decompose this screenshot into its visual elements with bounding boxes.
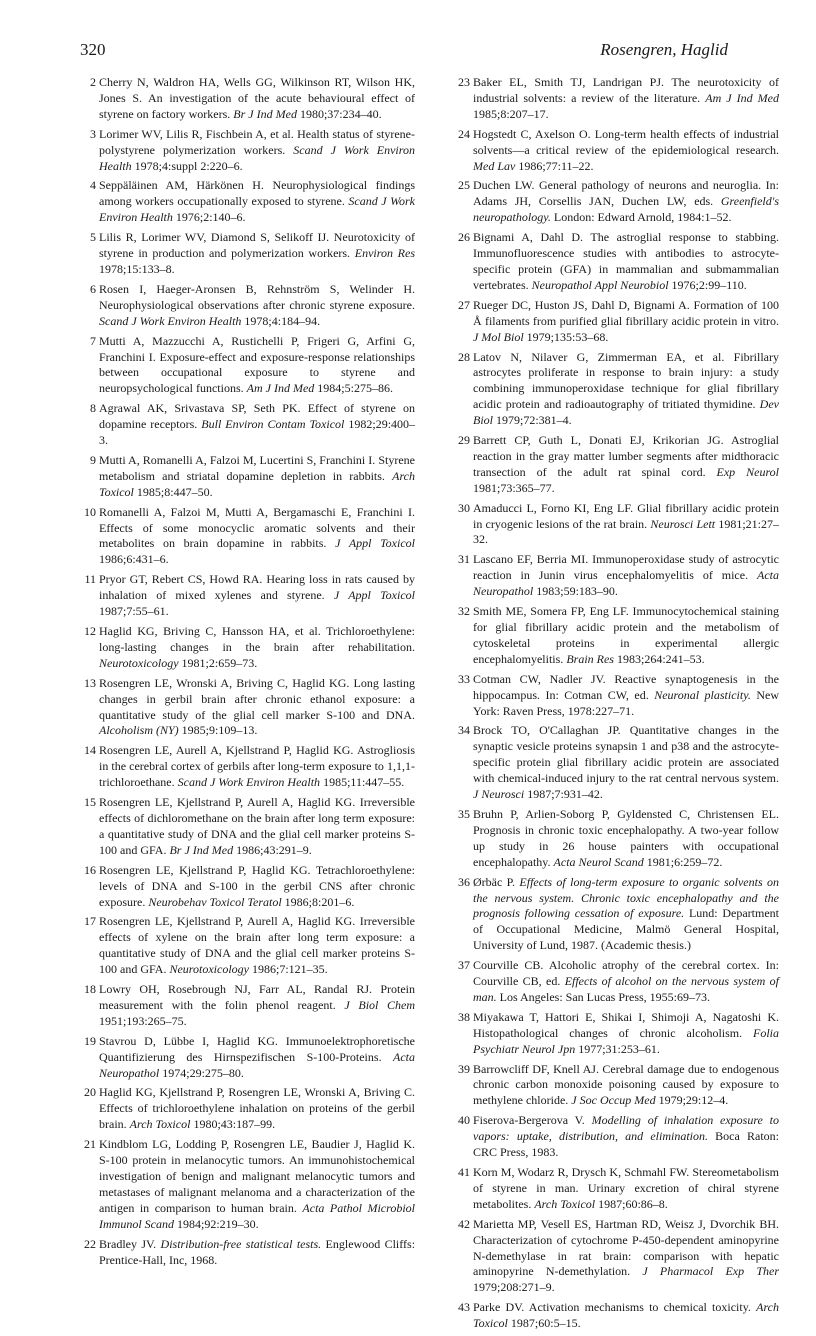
- reference-journal: Greenfield's neuropathology.: [473, 194, 779, 225]
- reference-number: 18: [84, 982, 96, 997]
- reference-journal: Acta Pathol Microbiol Immunol Scand: [99, 1200, 415, 1231]
- reference-details: 1979;72:381–4.: [496, 413, 572, 428]
- reference-details: 1951;193:265–75.: [99, 1013, 187, 1028]
- reference-journal: J Biol Chem: [344, 997, 415, 1012]
- reference-details: 1983;59:183–90.: [536, 584, 618, 599]
- reference-number: 22: [84, 1236, 96, 1251]
- reference-details: 1985;8:207–17.: [473, 106, 549, 121]
- reference-entry: [82, 1137, 415, 1232]
- reference-entry: [456, 350, 779, 430]
- reference-journal: Exp Neurol: [716, 464, 779, 479]
- reference-entry: [82, 863, 415, 911]
- reference-entry: [456, 958, 779, 1006]
- reference-journal: Neurosci Lett: [650, 516, 716, 531]
- reference-journal: J Appl Toxicol: [333, 588, 415, 603]
- reference-number: 21: [84, 1137, 96, 1152]
- reference-details: 1983;264:241–53.: [616, 651, 705, 666]
- reference-text: Miyakawa T, Hattori E, Shikai I, Shimoji A, Nagatoshi K. Histopathological changes of chronic alcoholism.: [473, 1009, 779, 1040]
- reference-number: 27: [458, 297, 470, 312]
- reference-text: Agrawal AK, Srivastava SP, Seth PK. Effect of styrene on dopamine receptors.: [99, 401, 415, 432]
- reference-number: 33: [458, 671, 470, 686]
- reference-entry: [456, 127, 779, 175]
- reference-details: 1976;2:99–110.: [671, 277, 747, 292]
- reference-text: Lilis R, Lorimer WV, Diamond S, Selikoff IJ. Neurotoxicity of styrene in production and polymerization workers.: [99, 230, 415, 261]
- reference-journal: Modelling of inhalation exposure to vapors: uptake, distribution, and elimination.: [473, 1113, 780, 1144]
- reference-entry: [456, 433, 779, 497]
- reference-journal: Scand J Work Environ Health: [177, 775, 321, 790]
- reference-number: 40: [458, 1113, 470, 1128]
- reference-entry: [82, 982, 415, 1030]
- reference-details: Lund: Department of Occupational Medicine, Malmö General Hospital, University of Lund, 1987. (Academic thesis.): [473, 906, 780, 953]
- reference-journal: J Pharmacol Exp Ther: [642, 1264, 779, 1279]
- reference-journal: Scand J Work Environ Health: [99, 194, 416, 225]
- reference-text: Duchen LW. General pathology of neurons and neuroglia. In: Adams JH, Corsellis JAN, Duchen LW, eds.: [473, 178, 779, 209]
- reference-details: 1986;8:201–6.: [284, 894, 355, 909]
- reference-journal: Alcoholism (NY): [99, 723, 179, 738]
- reference-details: London: Edward Arnold, 1984:1–52.: [553, 210, 732, 225]
- reference-journal: Scand J Work Environ Health: [99, 313, 242, 328]
- reference-journal: Effects of long-term exposure to organic solvents on the nervous system. Chronic toxic encephalopathy and the prognosis following cessation of exposure.: [473, 874, 780, 921]
- reference-number: 3: [90, 126, 96, 141]
- reference-text: Rosengren LE, Kjellstrand P, Aurell A, Haglid KG. Irreversible effects of dichloromethane on the brain after long term exposure: a quantitative study of DNA and the glial cell marker proteins S-100 and GFA.: [99, 795, 415, 857]
- reference-entry: [82, 795, 415, 859]
- reference-details: 1985;8:447–50.: [136, 484, 213, 499]
- reference-entry: [456, 1113, 779, 1161]
- reference-journal: J Neurosci: [473, 787, 525, 802]
- reference-journal: J Soc Occup Med: [571, 1093, 656, 1108]
- reference-details: 1987;60:86–8.: [598, 1196, 668, 1211]
- reference-details: 1979;208:271–9.: [473, 1280, 555, 1295]
- reference-entry: [82, 453, 415, 501]
- reference-number: 12: [84, 624, 96, 638]
- reference-details: 1980;37:234–40.: [299, 106, 382, 121]
- reference-number: 2: [90, 75, 96, 89]
- reference-entry: [82, 624, 415, 672]
- reference-text: Baker EL, Smith TJ, Landrigan PJ. The neurotoxicity of industrial solvents: a review of the literature.: [473, 75, 779, 105]
- reference-details: 1981;6:259–72.: [646, 854, 723, 869]
- reference-entry: [456, 230, 779, 294]
- reference-text: Amaducci L, Forno KI, Eng LF. Glial fibrillary acidic protein in cryogenic lesions of the rat brain.: [473, 500, 779, 531]
- reference-number: 6: [90, 281, 96, 296]
- reference-entry: [456, 178, 779, 226]
- reference-details: 1986;43:291–9.: [236, 842, 312, 857]
- reference-number: 43: [458, 1300, 470, 1315]
- reference-text: Rosengren LE, Kjellstrand P, Haglid KG. Tetrachloroethylene: levels of DNA and S-100 in the gerbil CNS after chronic exposure.: [99, 862, 415, 909]
- reference-details: 1984;5:275–86.: [317, 381, 393, 396]
- reference-text: Bradley JV.: [99, 1236, 157, 1251]
- reference-journal: J Appl Toxicol: [335, 536, 416, 551]
- reference-text: Smith ME, Somera FP, Eng LF. Immunocytochemical staining for glial fibrillary acidic protein and the metabolism of cytoskeletal proteins in experimental allergic encephalomyelitis.: [473, 604, 779, 666]
- reference-details: 1976;2:140–6.: [175, 210, 246, 225]
- reference-entry: [456, 1165, 779, 1213]
- reference-details: 1987;60:5–15.: [510, 1316, 581, 1331]
- reference-journal: Effects of alcohol on the nervous system of man.: [473, 974, 779, 1004]
- reference-entry: [456, 1010, 779, 1058]
- reference-journal: Neuronal plasticity.: [654, 687, 751, 702]
- reference-entry: [82, 334, 415, 398]
- reference-text: Brock TO, O'Callaghan JP. Quantitative changes in the synaptic vesicle proteins synapsin 1 and p38 and the astrocyte-specific protein glial fibrillary acidic protein are associated with chemical-induced injury to the rat central nervous system.: [473, 723, 779, 786]
- reference-journal: Dev Biol: [473, 397, 779, 428]
- reference-details: 1980;43:187–99.: [193, 1117, 276, 1132]
- reference-entry: [456, 1300, 779, 1332]
- reference-number: 29: [458, 433, 470, 448]
- reference-number: 10: [84, 504, 96, 519]
- reference-details: 1979;135:53–68.: [526, 329, 609, 344]
- reference-entry: [456, 1062, 779, 1110]
- page-number: 320: [80, 40, 106, 59]
- reference-entry: [82, 914, 415, 978]
- reference-journal: Neurotoxicology: [99, 655, 179, 670]
- reference-text: Haglid KG, Briving C, Hansson HA, et al. Trichloroethylene: long-lasting changes in the brain after rehabilitation.: [99, 624, 415, 654]
- reference-number: 42: [458, 1216, 470, 1231]
- reference-details: 1987;7:55–61.: [99, 604, 169, 619]
- reference-number: 32: [458, 604, 470, 619]
- running-head: Rosengren, Haglid: [600, 40, 728, 59]
- reference-text: Cotman CW, Nadler JV. Reactive synaptogenesis in the hippocampus. In: Cotman CW, ed.: [473, 671, 779, 702]
- reference-text: Lorimer WV, Lilis R, Fischbein A, et al. Health status of styrene-polystyrene polymerization workers.: [99, 126, 415, 157]
- reference-text: Cherry N, Waldron HA, Wells GG, Wilkinson RT, Wilson HK, Jones S. An investigation of the acute behavioural effect of styrene on factory workers.: [99, 75, 415, 121]
- reference-text: Bignami A, Dahl D. The astroglial response to stabbing. Immunofluorescence studies with antibodies to astrocyte-specific protein (GFA) in mammalian and submammalian vertebrates.: [473, 230, 779, 292]
- reference-entry: [456, 552, 779, 600]
- reference-entry: [82, 230, 415, 278]
- reference-text: Bruhn P, Arlien-Soborg P, Gyldensted C, Christensen EL. Prognosis in chronic toxic encephalopathy. A two-year follow up study in 26 house painters with occupational encephalopathy.: [473, 806, 779, 869]
- reference-details: 1978;15:133–8.: [99, 261, 175, 276]
- reference-number: 20: [84, 1085, 96, 1100]
- reference-details: 1979;29:12–4.: [658, 1093, 729, 1108]
- reference-entry: [456, 75, 779, 123]
- reference-journal: Brain Res: [566, 651, 614, 666]
- reference-text: Rosen I, Haeger-Aronsen B, Rehnström S, Welinder H. Neurophysiological observations after chronic styrene exposure.: [99, 281, 415, 312]
- reference-entry: [456, 875, 779, 955]
- reference-text: Fiserova-Bergerova V.: [473, 1113, 585, 1128]
- reference-entry: [82, 1034, 415, 1082]
- reference-details: Los Angeles: San Lucas Press, 1955:69–73.: [499, 989, 710, 1004]
- reference-journal: Arch Toxicol: [99, 468, 415, 499]
- reference-entry: [82, 282, 415, 330]
- reference-details: 1974;29:275–80.: [162, 1065, 244, 1080]
- reference-details: Englewood Cliffs: Prentice-Hall, Inc, 1968.: [99, 1236, 416, 1267]
- reference-number: 7: [90, 333, 96, 348]
- reference-journal: Arch Toxicol: [534, 1196, 596, 1211]
- reference-details: 1984;92:219–30.: [177, 1216, 259, 1231]
- reference-journal: Distribution-free statistical tests.: [160, 1236, 322, 1251]
- reference-text: Barrowcliff DF, Knell AJ. Cerebral damage due to endogenous chronic carbon monoxide poisoning caused by exposure to methylene chloride.: [473, 1061, 779, 1108]
- reference-text: Haglid KG, Kjellstrand P, Rosengren LE, Wronski A, Briving C. Effects of trichloroethylene inhalation on proteins of the gerbil brain.: [99, 1085, 415, 1132]
- reference-text: Rosengren LE, Kjellstrand P, Aurell A, Haglid KG. Irreversible effects of xylene on the brain after long term exposure: a quantitative study of DNA and the glial cell marker proteins S-100 and GFA.: [99, 914, 415, 977]
- reference-text: Rosengren LE, Aurell A, Kjellstrand P, Haglid KG. Astrogliosis in the cerebral cortex of gerbils after long-term exposure to 1,1,1-trichloroethane.: [99, 743, 415, 790]
- reference-number: 15: [84, 795, 96, 810]
- reference-number: 23: [458, 75, 470, 89]
- reference-journal: Acta Neuropathol: [99, 1049, 415, 1080]
- reference-number: 35: [458, 806, 470, 821]
- reference-number: 36: [458, 874, 470, 889]
- reference-text: Lowry OH, Rosebrough NJ, Farr AL, Randal RJ. Protein measurement with the folin phenol reagent.: [99, 982, 415, 1012]
- reference-text: Parke DV. Activation mechanisms to chemical toxicity.: [473, 1300, 751, 1315]
- reference-number: 26: [458, 230, 470, 245]
- reference-text: Marietta MP, Vesell ES, Hartman RD, Weisz J, Dvorchik BH. Characterization of cytochrome P-450-dependent aminopyrine N-demethylase in rat brain: comparison with hepatic aminopyrine N-demethylation.: [473, 1216, 779, 1279]
- reference-entry: [82, 1085, 415, 1133]
- reference-number: 13: [84, 675, 96, 690]
- reference-number: 25: [458, 178, 470, 193]
- reference-number: 5: [90, 230, 96, 245]
- reference-number: 16: [84, 862, 96, 877]
- reference-entry: [456, 672, 779, 720]
- reference-journal: Arch Toxicol: [129, 1117, 191, 1132]
- reference-entry: [456, 298, 779, 346]
- reference-number: 39: [458, 1061, 470, 1076]
- reference-number: 30: [458, 500, 470, 515]
- reference-text: Latov N, Nilaver G, Zimmerman EA, et al. Fibrillary astrocytes proliferate in response to brain injury: a study combining immunoperoxidase technique for glial fibrillary acidic protein and radioautography of tritiated thymidine.: [473, 349, 779, 412]
- reference-list-left: [82, 75, 415, 1272]
- reference-details: 1978;4:184–94.: [244, 313, 321, 328]
- reference-number: 37: [458, 958, 470, 973]
- reference-entry: [456, 501, 779, 549]
- reference-journal: Acta Neuropathol: [473, 568, 780, 599]
- reference-details: 1981;2:659–73.: [181, 655, 258, 670]
- reference-entry: [82, 127, 415, 175]
- reference-text: Ørbäc P.: [473, 874, 516, 889]
- reference-entry: [82, 75, 415, 123]
- reference-entry: [82, 676, 415, 740]
- reference-details: New York: Raven Press, 1978:227–71.: [473, 687, 780, 718]
- reference-number: 31: [458, 552, 470, 567]
- reference-details: 1977;31:253–61.: [578, 1041, 660, 1056]
- reference-entry: [456, 1217, 779, 1297]
- reference-entry: [456, 723, 779, 803]
- reference-details: 1985;9:109–13.: [181, 723, 258, 738]
- reference-details: Boca Raton: CRC Press, 1983.: [473, 1129, 779, 1160]
- reference-details: 1987;7:931–42.: [527, 787, 603, 802]
- reference-details: 1986;6:431–6.: [99, 552, 169, 567]
- reference-journal: Scand J Work Environ Health: [99, 142, 415, 173]
- reference-journal: Neuropathol Appl Neurobiol: [531, 277, 669, 292]
- reference-journal: Med Lav: [473, 158, 516, 173]
- reference-text: Hogstedt C, Axelson O. Long-term health effects of industrial solvents—a critical review of the epidemiological research.: [473, 126, 779, 157]
- reference-journal: Am J Ind Med: [705, 90, 780, 105]
- reference-number: 17: [84, 914, 96, 929]
- reference-details: 1978;4:suppl 2:220–6.: [134, 158, 243, 173]
- reference-details: 1986;7:121–35.: [252, 962, 328, 977]
- reference-details: 1981;21:27–32.: [473, 516, 779, 547]
- reference-entry: [82, 505, 415, 569]
- reference-number: 28: [458, 349, 470, 364]
- reference-text: Lascano EF, Berria MI. Immunoperoxidase study of astrocytic reaction in Junin virus encephalomyelitis of mice.: [473, 552, 779, 583]
- reference-entry: [456, 604, 779, 668]
- reference-entry: [82, 401, 415, 449]
- reference-text: Mutti A, Mazzucchi A, Rustichelli P, Frigeri G, Arfini G, Franchini I. Exposure-effect and exposure-response relationships between occupational exposure to styrene and neuropsychological functions.: [99, 333, 415, 396]
- reference-text: Romanelli A, Falzoi M, Mutti A, Bergamaschi E, Franchini I. Effects of some monocyclic aromatic solvents and their metabolites on brain dopamine in rabbits.: [99, 504, 415, 551]
- reference-text: Mutti A, Romanelli A, Falzoi M, Lucertini S, Franchini I. Styrene metabolism and striatal dopamine depletion in rabbits.: [99, 452, 415, 483]
- reference-text: Courville CB. Alcoholic atrophy of the cerebral cortex. In: Courville CB, ed.: [473, 958, 779, 989]
- reference-entry: [82, 1237, 415, 1269]
- reference-details: 1986;77:11–22.: [518, 158, 594, 173]
- reference-entry: [82, 572, 415, 620]
- reference-number: 14: [84, 743, 96, 758]
- reference-number: 11: [84, 572, 96, 587]
- reference-journal: Bull Environ Contam Toxicol: [201, 417, 345, 432]
- reference-journal: Neurobehav Toxicol Teratol: [148, 894, 282, 909]
- reference-journal: Neurotoxicology: [169, 962, 249, 977]
- reference-details: 1982;29:400–3.: [99, 417, 416, 448]
- reference-entry: [456, 807, 779, 871]
- reference-list-right: [456, 75, 779, 1336]
- reference-number: 19: [84, 1033, 96, 1048]
- reference-journal: Br J Ind Med: [233, 106, 297, 121]
- reference-text: Barrett CP, Guth L, Donati EJ, Krikorian JG. Astroglial reaction in the gray matter lumber segments after midthoracic transection of the adult rat spinal cord.: [473, 433, 779, 479]
- reference-journal: Arch Toxicol: [473, 1300, 779, 1331]
- reference-journal: Acta Neurol Scand: [553, 854, 644, 869]
- reference-number: 4: [90, 178, 96, 193]
- reference-text: Korn M, Wodarz R, Drysch K, Schmahl FW. Stereometabolism of styrene in man. Urinary excretion of chiral styrene metabolites.: [473, 1165, 779, 1211]
- reference-text: Pryor GT, Rebert CS, Howd RA. Hearing loss in rats caused by inhalation of mixed xylenes and styrene.: [99, 572, 415, 603]
- reference-text: Seppäläinen AM, Härkönen H. Neurophysiological findings among workers occupationally exposed to styrene.: [99, 178, 415, 209]
- reference-number: 38: [458, 1009, 470, 1024]
- reference-text: Kindblom LG, Lodding P, Rosengren LE, Baudier J, Haglid K. S-100 protein in melanocytic tumors. An immunohistochemical investigation of benign and malignant melanocytic tumors and metastases of malignant melanoma and a characterization of the antigen in comparison to human brain.: [99, 1137, 415, 1215]
- reference-text: Rueger DC, Huston JS, Dahl D, Bignami A. Formation of 100 Å filaments from purified glial fibrillary acidic protein in vitro.: [473, 297, 779, 328]
- reference-number: 41: [458, 1165, 470, 1179]
- reference-text: Rosengren LE, Wronski A, Briving C, Haglid KG. Long lasting changes in gerbil brain after chronic ethanol exposure: a quantitative study of the glial cell marker S-100 and DNA.: [99, 675, 415, 722]
- reference-number: 34: [458, 723, 470, 738]
- reference-journal: Folia Psychiatr Neurol Jpn: [473, 1025, 780, 1056]
- reference-journal: Am J Ind Med: [246, 381, 315, 396]
- reference-entry: [82, 178, 415, 226]
- reference-details: 1981;73:365–77.: [473, 480, 555, 495]
- reference-number: 8: [90, 401, 96, 416]
- reference-journal: Br J Ind Med: [169, 842, 234, 857]
- reference-text: Stavrou D, Lübbe I, Haglid KG. Immunoelektrophoretische Quantifizierung des Hirnspezifischen S-100-Proteins.: [99, 1033, 415, 1064]
- reference-details: 1985;11:447–55.: [323, 775, 405, 790]
- reference-entry: [82, 743, 415, 791]
- reference-number: 9: [90, 452, 96, 467]
- reference-journal: Environ Res: [354, 246, 415, 261]
- reference-journal: J Mol Biol: [473, 329, 524, 344]
- reference-number: 24: [458, 126, 470, 141]
